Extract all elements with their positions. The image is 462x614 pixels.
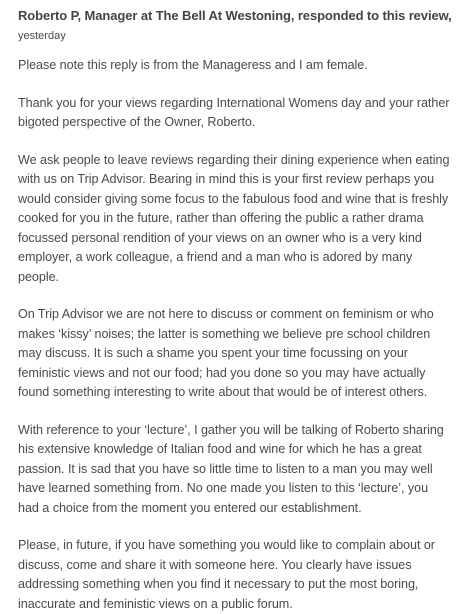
response-body (18, 56, 452, 614)
response-paragraph: With reference to your ‘lecture’, I gather you will be talking of Roberto sharing his extensive knowledge of Italian food and wine for which he has a great passion. It is sad that you have so little time to listen to a man you may well have learned something from. No one made you listen to this ‘lecture’, you had a choice from the moment you entered our establishment. (18, 422, 444, 515)
response-paragraph: Thank you for your views regarding International Womens day and your rather bigoted perspective of the Owner, Roberto. (18, 95, 450, 129)
response-paragraph: Please note this reply is from the Manageress and I am female. (18, 58, 368, 72)
response-date: yesterday (18, 30, 66, 42)
response-paragraph: Please, in future, if you have something you would like to complain about or discuss, come and share it with someone here. You clearly have issues addressing something when you find it necessary to put the most boring, inaccurate and feministic views on a public forum. (18, 538, 435, 611)
response-header: Roberto P, Manager at The Bell At Westoning, responded to this review, (18, 8, 452, 23)
response-paragraph: We ask people to leave reviews regarding their dining experience when eating with us on Trip Advisor. Bearing in mind this is your first review perhaps you would consider giving some focus to the fabulous food and wine that is freshly cooked for you in the future, rather than offering the public a rather drama focussed personal rendition of your views on an owner who is a very kind employer, a work colleague, a friend and a man who is adored by many people. (18, 152, 450, 284)
response-paragraph: On Trip Advisor we are not here to discuss or comment on feminism or who makes ‘kissy’ noises; the latter is something we believe pre school children may discuss. It is such a shame you spent your time focussing on your feministic views and not our food; had you done so you may have actually found something interesting to write about that would be of interest others. (18, 307, 434, 399)
